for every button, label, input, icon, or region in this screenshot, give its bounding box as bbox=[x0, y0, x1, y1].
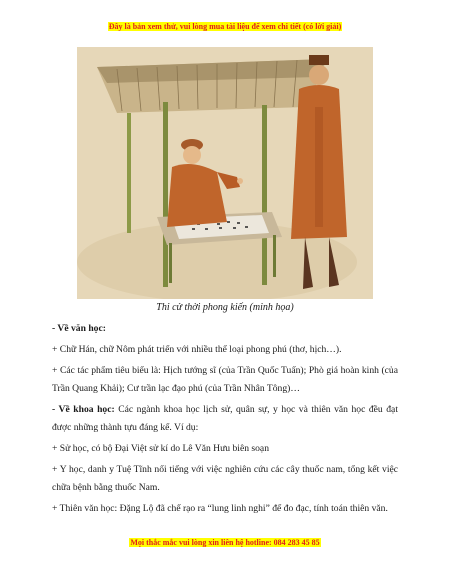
hotline-text: Mọi thắc mắc vui lòng xin liên hệ hotline: 084 283 45 85 bbox=[130, 538, 320, 547]
paragraph-sci2: + Y học, danh y Tuệ Tĩnh nổi tiếng với việc nghiên cứu các cây thuốc nam, tổng kết việc chữa bệnh bằng thuốc Nam. bbox=[52, 464, 398, 493]
paragraph-sci1: + Sử học, có bộ Đại Việt sử kí do Lê Văn Hưu biên soạn bbox=[52, 443, 269, 454]
exam-illustration bbox=[77, 47, 373, 299]
section-heading: - Về khoa học: bbox=[52, 404, 115, 415]
preview-notice-banner bbox=[0, 22, 450, 32]
figure-caption: Thi cử thời phong kiến (minh họa) bbox=[156, 302, 294, 313]
paragraph-lit2: + Các tác phẩm tiêu biểu là: Hịch tướng sĩ (của Trần Quốc Tuấn); Phò giá hoàn kinh (của Trần Quang Khải); Cư trần lạc đạo phú (của Trần Nhân Tông)… bbox=[52, 365, 398, 394]
preview-notice-text: Đây là bản xem thử, vui lòng mua tài liệu để xem chi tiết (có lời giải) bbox=[108, 22, 342, 31]
hotline-banner bbox=[0, 538, 450, 548]
heading-literature bbox=[52, 320, 398, 338]
paragraph-lit1: + Chữ Hán, chữ Nôm phát triển với nhiều thể loại phong phú (thơ, hịch…). bbox=[52, 344, 342, 355]
document-body bbox=[52, 320, 398, 521]
section-heading: - Về văn học: bbox=[52, 323, 106, 334]
paragraph-sci3: + Thiên văn học: Đặng Lộ đã chế rạo ra “lung linh nghi” để đo đạc, tính toán thiên văn. bbox=[52, 503, 388, 514]
section-text: Các ngành khoa học lịch sử, quân sự, y học và thiên văn học đều đạt được những thành tựu đáng kể. Ví dụ: bbox=[52, 404, 398, 433]
paragraph-science bbox=[52, 401, 398, 437]
